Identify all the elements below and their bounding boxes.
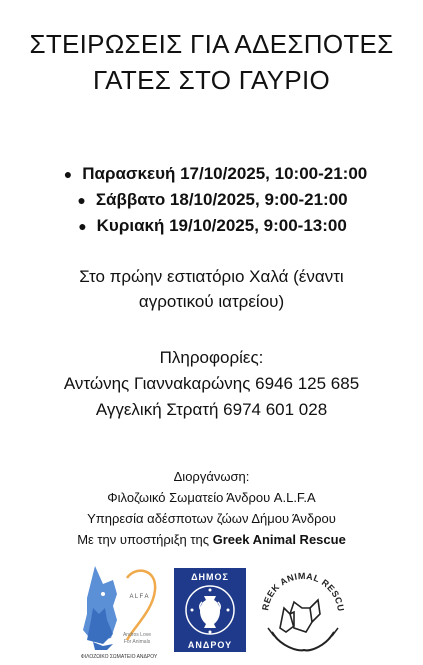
svg-text:GREEK ANIMAL RESCUE bbox=[254, 562, 346, 612]
organizers-heading: Διοργάνωση: bbox=[173, 469, 250, 484]
dimos-androu-logo bbox=[172, 566, 248, 654]
cat-dog-hands-icon bbox=[254, 562, 352, 660]
location-text bbox=[0, 264, 423, 314]
contact-info bbox=[0, 345, 423, 423]
poster-title bbox=[0, 26, 423, 98]
bullet-icon: ● bbox=[78, 218, 87, 234]
schedule-item bbox=[0, 187, 423, 213]
bullet-icon: ● bbox=[63, 166, 73, 182]
organizer-line: Φιλοζωικό Σωματείο Άνδρου A.L.F.A bbox=[107, 490, 316, 505]
support-prefix: Με την υποστήριξη της bbox=[77, 532, 213, 547]
dimos-bottom-text: ΑΝΔΡΟΥ bbox=[187, 640, 233, 650]
contact-line: Αντώνης Γιανναkαρώνης 6946 125 685 bbox=[63, 374, 360, 393]
schedule-item bbox=[0, 213, 423, 239]
schedule-list bbox=[0, 161, 423, 239]
schedule-item-label: Παρασκευή 17/10/2025, 10:00-21:00 bbox=[82, 164, 368, 183]
schedule-item bbox=[0, 161, 423, 187]
schedule-item-label: Κυριακή 19/10/2025, 9:00-13:00 bbox=[96, 216, 347, 235]
alfa-logo bbox=[73, 560, 165, 660]
greek-animal-rescue-logo bbox=[254, 562, 352, 660]
logos-row bbox=[0, 560, 423, 660]
gar-arc-text: REEK ANIMAL RESCU bbox=[260, 570, 347, 613]
alfa-tagline-1: Andros Love bbox=[122, 632, 152, 638]
contact-line: Αγγελική Στρατή 6974 601 028 bbox=[95, 400, 328, 419]
title-line-2: ΓΑΤΕΣ ΣΤΟ ΓΑΥΡΙΟ bbox=[92, 65, 331, 95]
support-name: Greek Animal Rescue bbox=[212, 532, 346, 547]
alfa-letters: A L F A bbox=[129, 594, 149, 600]
alfa-caption: ΦΙΛΟΖΩΙΚΟ ΣΩΜΑΤΕΙΟ ΑΝΔΡΟΥ bbox=[80, 654, 158, 660]
schedule-item-label: Σάββατο 18/10/2025, 9:00-21:00 bbox=[95, 190, 348, 209]
location-line-2: αγροτικού ιατρείου) bbox=[138, 292, 285, 311]
support-line bbox=[0, 529, 423, 550]
dimos-top-text: ΔΗΜΟΣ bbox=[191, 572, 229, 582]
organizer-line: Υπηρεσία αδέσποτων ζώων Δήμου Άνδρου bbox=[87, 511, 336, 526]
location-line-1: Στο πρώην εστιατόριο Χαλά (έναντι bbox=[79, 267, 344, 286]
bullet-icon: ● bbox=[77, 192, 86, 208]
alfa-tagline-2: For Animals bbox=[123, 639, 151, 645]
info-heading: Πληροφορίες: bbox=[159, 348, 264, 367]
title-line-1: ΣΤΕΙΡΩΣΕΙΣ ΓΙΑ ΑΔΕΣΠΟΤΕΣ bbox=[29, 29, 394, 59]
cat-dog-heart-icon bbox=[73, 560, 165, 652]
organizers-block bbox=[0, 466, 423, 550]
amphora-emblem-icon bbox=[172, 566, 248, 654]
